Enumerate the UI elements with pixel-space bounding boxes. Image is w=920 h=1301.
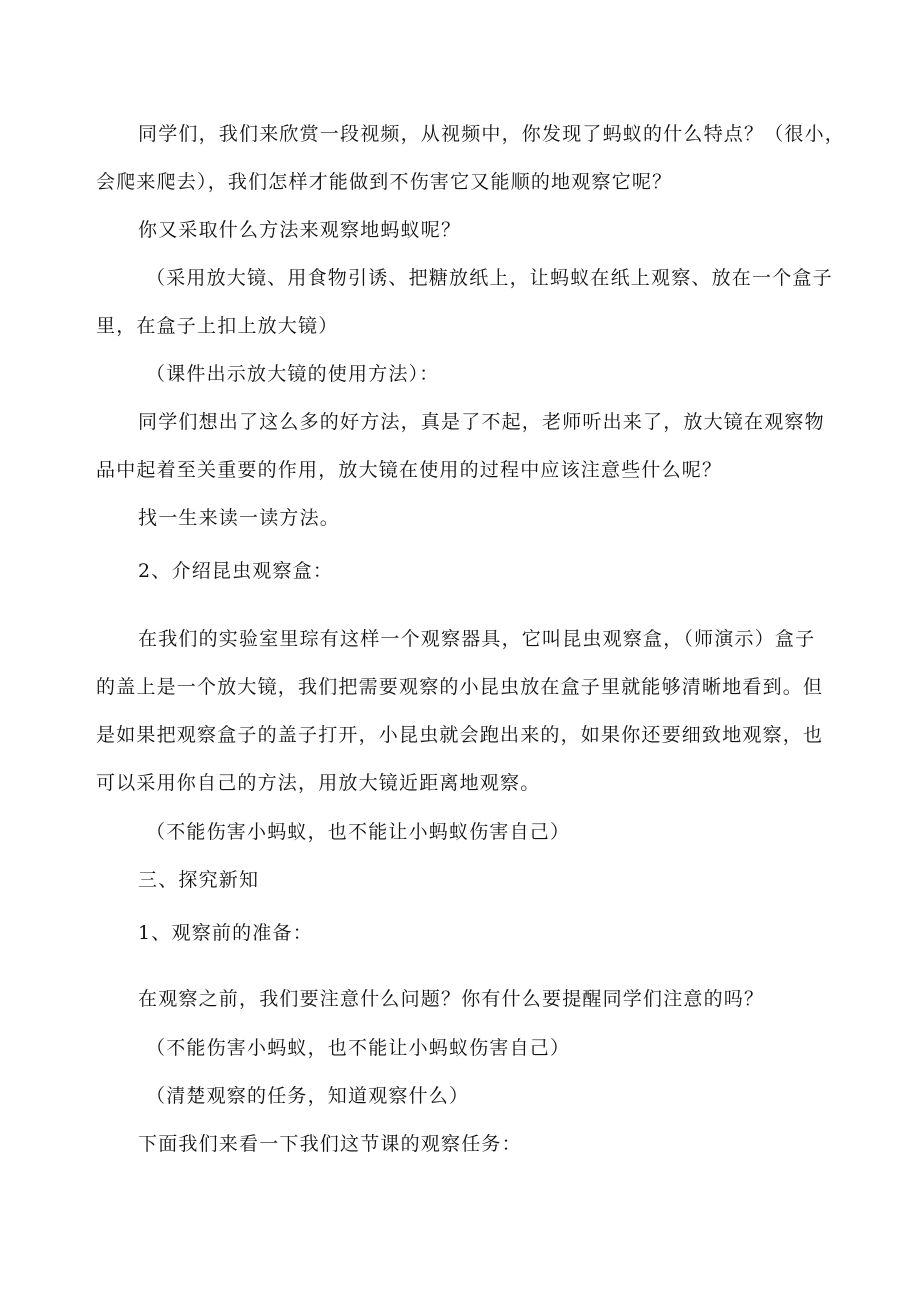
paragraph-line: 下面我们来看一下我们这节课的观察任务：	[138, 1133, 522, 1155]
paragraph-line: 在我们的实验室里琮有这样一个观察器具，它叫昆虫观察盒，（师演示）盒子	[138, 628, 816, 650]
paragraph-line: （不能伤害小蚂蚁，也不能让小蚂蚁伤害自己）	[146, 1037, 571, 1059]
paragraph-line: （清楚观察的任务，知道观察什么）	[146, 1085, 470, 1107]
paragraph-line: 同学们想出了这么多的好方法，真是了不起，老师听出来了，放大镜在观察物	[138, 411, 825, 433]
paragraph-line: （课件出示放大镜的使用方法）：	[146, 363, 440, 385]
paragraph-line: 可以采用你自己的方法，用放大镜近距离地观察。	[96, 772, 541, 794]
paragraph-line: 的盖上是一个放大镜，我们把需要观察的小昆虫放在盒子里就能够清晰地看到。但	[96, 676, 824, 698]
paragraph-line: 会爬来爬去），我们怎样才能做到不伤害它又能顺的地观察它呢？	[96, 171, 673, 193]
section-heading: 1、观察前的准备：	[138, 922, 313, 944]
paragraph-line: 里，在盒子上扣上放大镜）	[96, 315, 339, 337]
paragraph-line: 你又采取什么方法来观察地蚂蚁呢？	[138, 219, 462, 241]
paragraph-line: 品中起着至关重要的作用，放大镜在使用的过程中应该注意些什么呢？	[96, 459, 723, 481]
section-heading: 三、探究新知	[138, 869, 260, 891]
paragraph-line: 在观察之前，我们要注意什么问题？你有什么要提醒同学们注意的吗？	[138, 988, 765, 1010]
section-heading: 2、介绍昆虫观察盒：	[138, 560, 334, 582]
paragraph-line: 同学们，我们来欣赏一段视频，从视频中，你发现了蚂蚁的什么特点？（很小，	[138, 123, 846, 145]
paragraph-line: （采用放大镜、用食物引诱、把糖放纸上，让蚂蚁在纸上观察、放在一个盒子	[146, 267, 833, 289]
paragraph-line: 是如果把观察盒子的盖子打开，小昆虫就会跑出来的，如果你还要细致地观察，也	[96, 724, 824, 746]
paragraph-line: 找一生来读一读方法。	[138, 507, 341, 529]
paragraph-line: （不能伤害小蚂蚁，也不能让小蚂蚁伤害自己）	[146, 821, 571, 843]
